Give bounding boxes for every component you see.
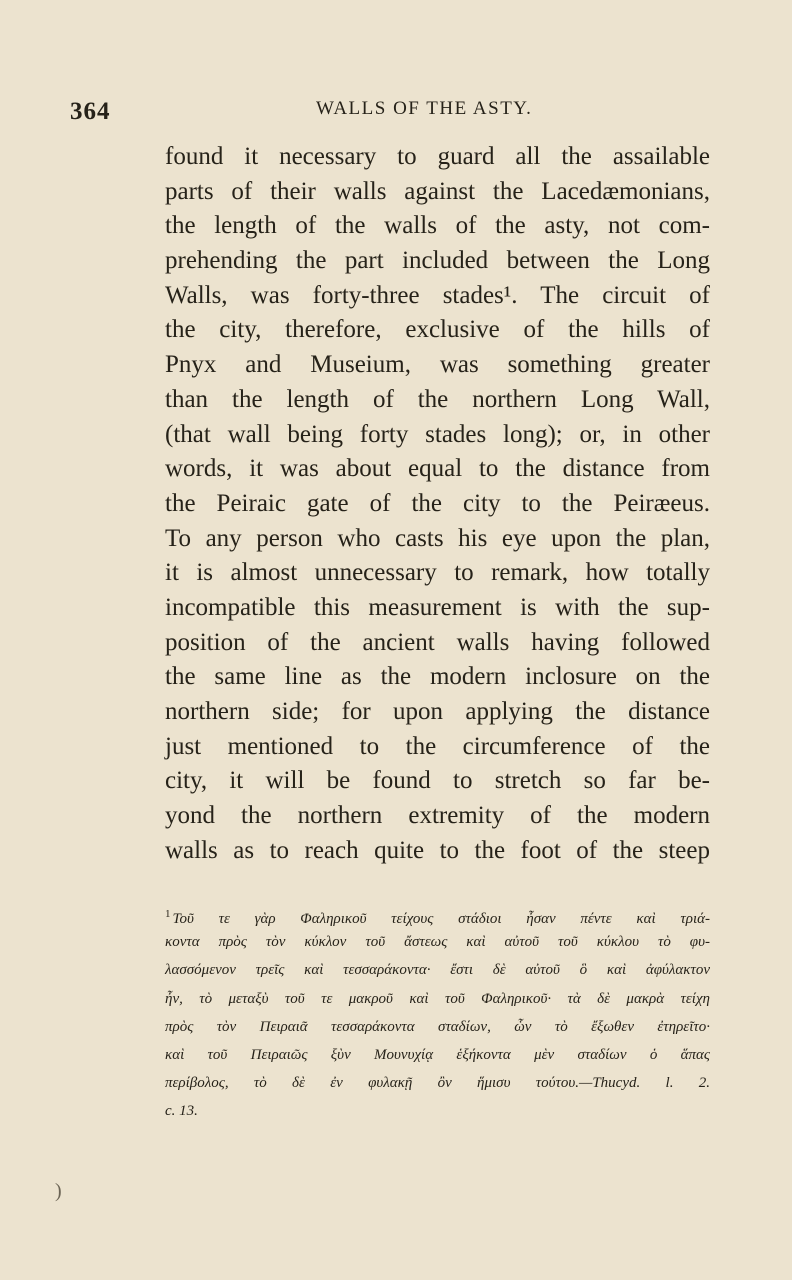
text-line: than the length of the northern Long Wall,	[165, 385, 710, 413]
text-line: the length of the walls of the asty, not com-	[165, 212, 710, 240]
footnote-line: ἦν, τὸ μεταξὺ τοῦ τε μακροῦ καὶ τοῦ Φαληρικοῦ· τὰ δὲ μακρὰ τείχη	[165, 990, 710, 1007]
page-header	[0, 92, 792, 132]
page-number: 364	[70, 98, 111, 125]
text-line: the Peiraic gate of the city to the Peiræeus.	[165, 489, 710, 517]
text-line: prehending the part included between the Long	[165, 247, 710, 275]
footnote-line	[165, 900, 710, 928]
running-title: WALLS OF THE ASTY.	[316, 98, 533, 119]
text-line: walls as to reach quite to the foot of the steep	[165, 836, 710, 864]
footnote-text: Τοῦ τε γὰρ Φαληρικοῦ τείχους στάδιοι ἦσαν πέντε καὶ τριά-	[172, 911, 710, 927]
footnote	[165, 900, 710, 1126]
margin-mark: )	[55, 1180, 62, 1202]
body-text	[165, 140, 710, 868]
text-line: city, it will be found to stretch so far be-	[165, 767, 710, 795]
text-line: just mentioned to the circumference of the	[165, 732, 710, 760]
text-line: Pnyx and Museium, was something greater	[165, 351, 710, 379]
text-line: the same line as the modern inclosure on the	[165, 663, 710, 691]
footnote-line: πρὸς τὸν Πειραιᾶ τεσσαράκοντα σταδίων, ὧν τὸ ἔξωθεν ἐτηρεῖτο·	[165, 1018, 710, 1035]
text-line: found it necessary to guard all the assailable	[165, 143, 710, 170]
text-line: Walls, was forty-three stades¹. The circuit of	[165, 281, 710, 309]
text-line: yond the northern extremity of the modern	[165, 802, 710, 830]
text-line: To any person who casts his eye upon the plan,	[165, 524, 710, 552]
text-line: (that wall being forty stades long); or, in other	[165, 420, 710, 448]
text-line: words, it was about equal to the distance from	[165, 455, 710, 483]
footnote-line: c. 13.	[165, 1103, 198, 1120]
text-line: incompatible this measurement is with the sup-	[165, 593, 710, 621]
footnote-line: κοντα πρὸς τὸν κύκλον τοῦ ἄστεως καὶ αὐτοῦ τοῦ κύκλου τὸ φυ-	[165, 934, 710, 951]
footnote-marker: 1	[165, 908, 171, 920]
footnote-line: περίβολος, τὸ δὲ ἐν φυλακῇ ὂν ἥμισυ τούτου.—Thucyd. l. 2.	[165, 1075, 710, 1092]
footnote-line: λασσόμενον τρεῖς καὶ τεσσαράκοντα· ἔστι δὲ αὐτοῦ ὃ καὶ ἀφύλακτον	[165, 962, 710, 979]
text-line: northern side; for upon applying the distance	[165, 698, 710, 725]
text-line: parts of their walls against the Lacedæmonians,	[165, 177, 710, 205]
text-line: it is almost unnecessary to remark, how totally	[165, 559, 710, 587]
text-line: the city, therefore, exclusive of the hills of	[165, 316, 710, 344]
text-line: position of the ancient walls having followed	[165, 628, 710, 656]
footnote-line: καὶ τοῦ Πειραιῶς ξὺν Μουνυχίᾳ ἑξήκοντα μὲν σταδίων ὁ ἅπας	[165, 1046, 710, 1063]
